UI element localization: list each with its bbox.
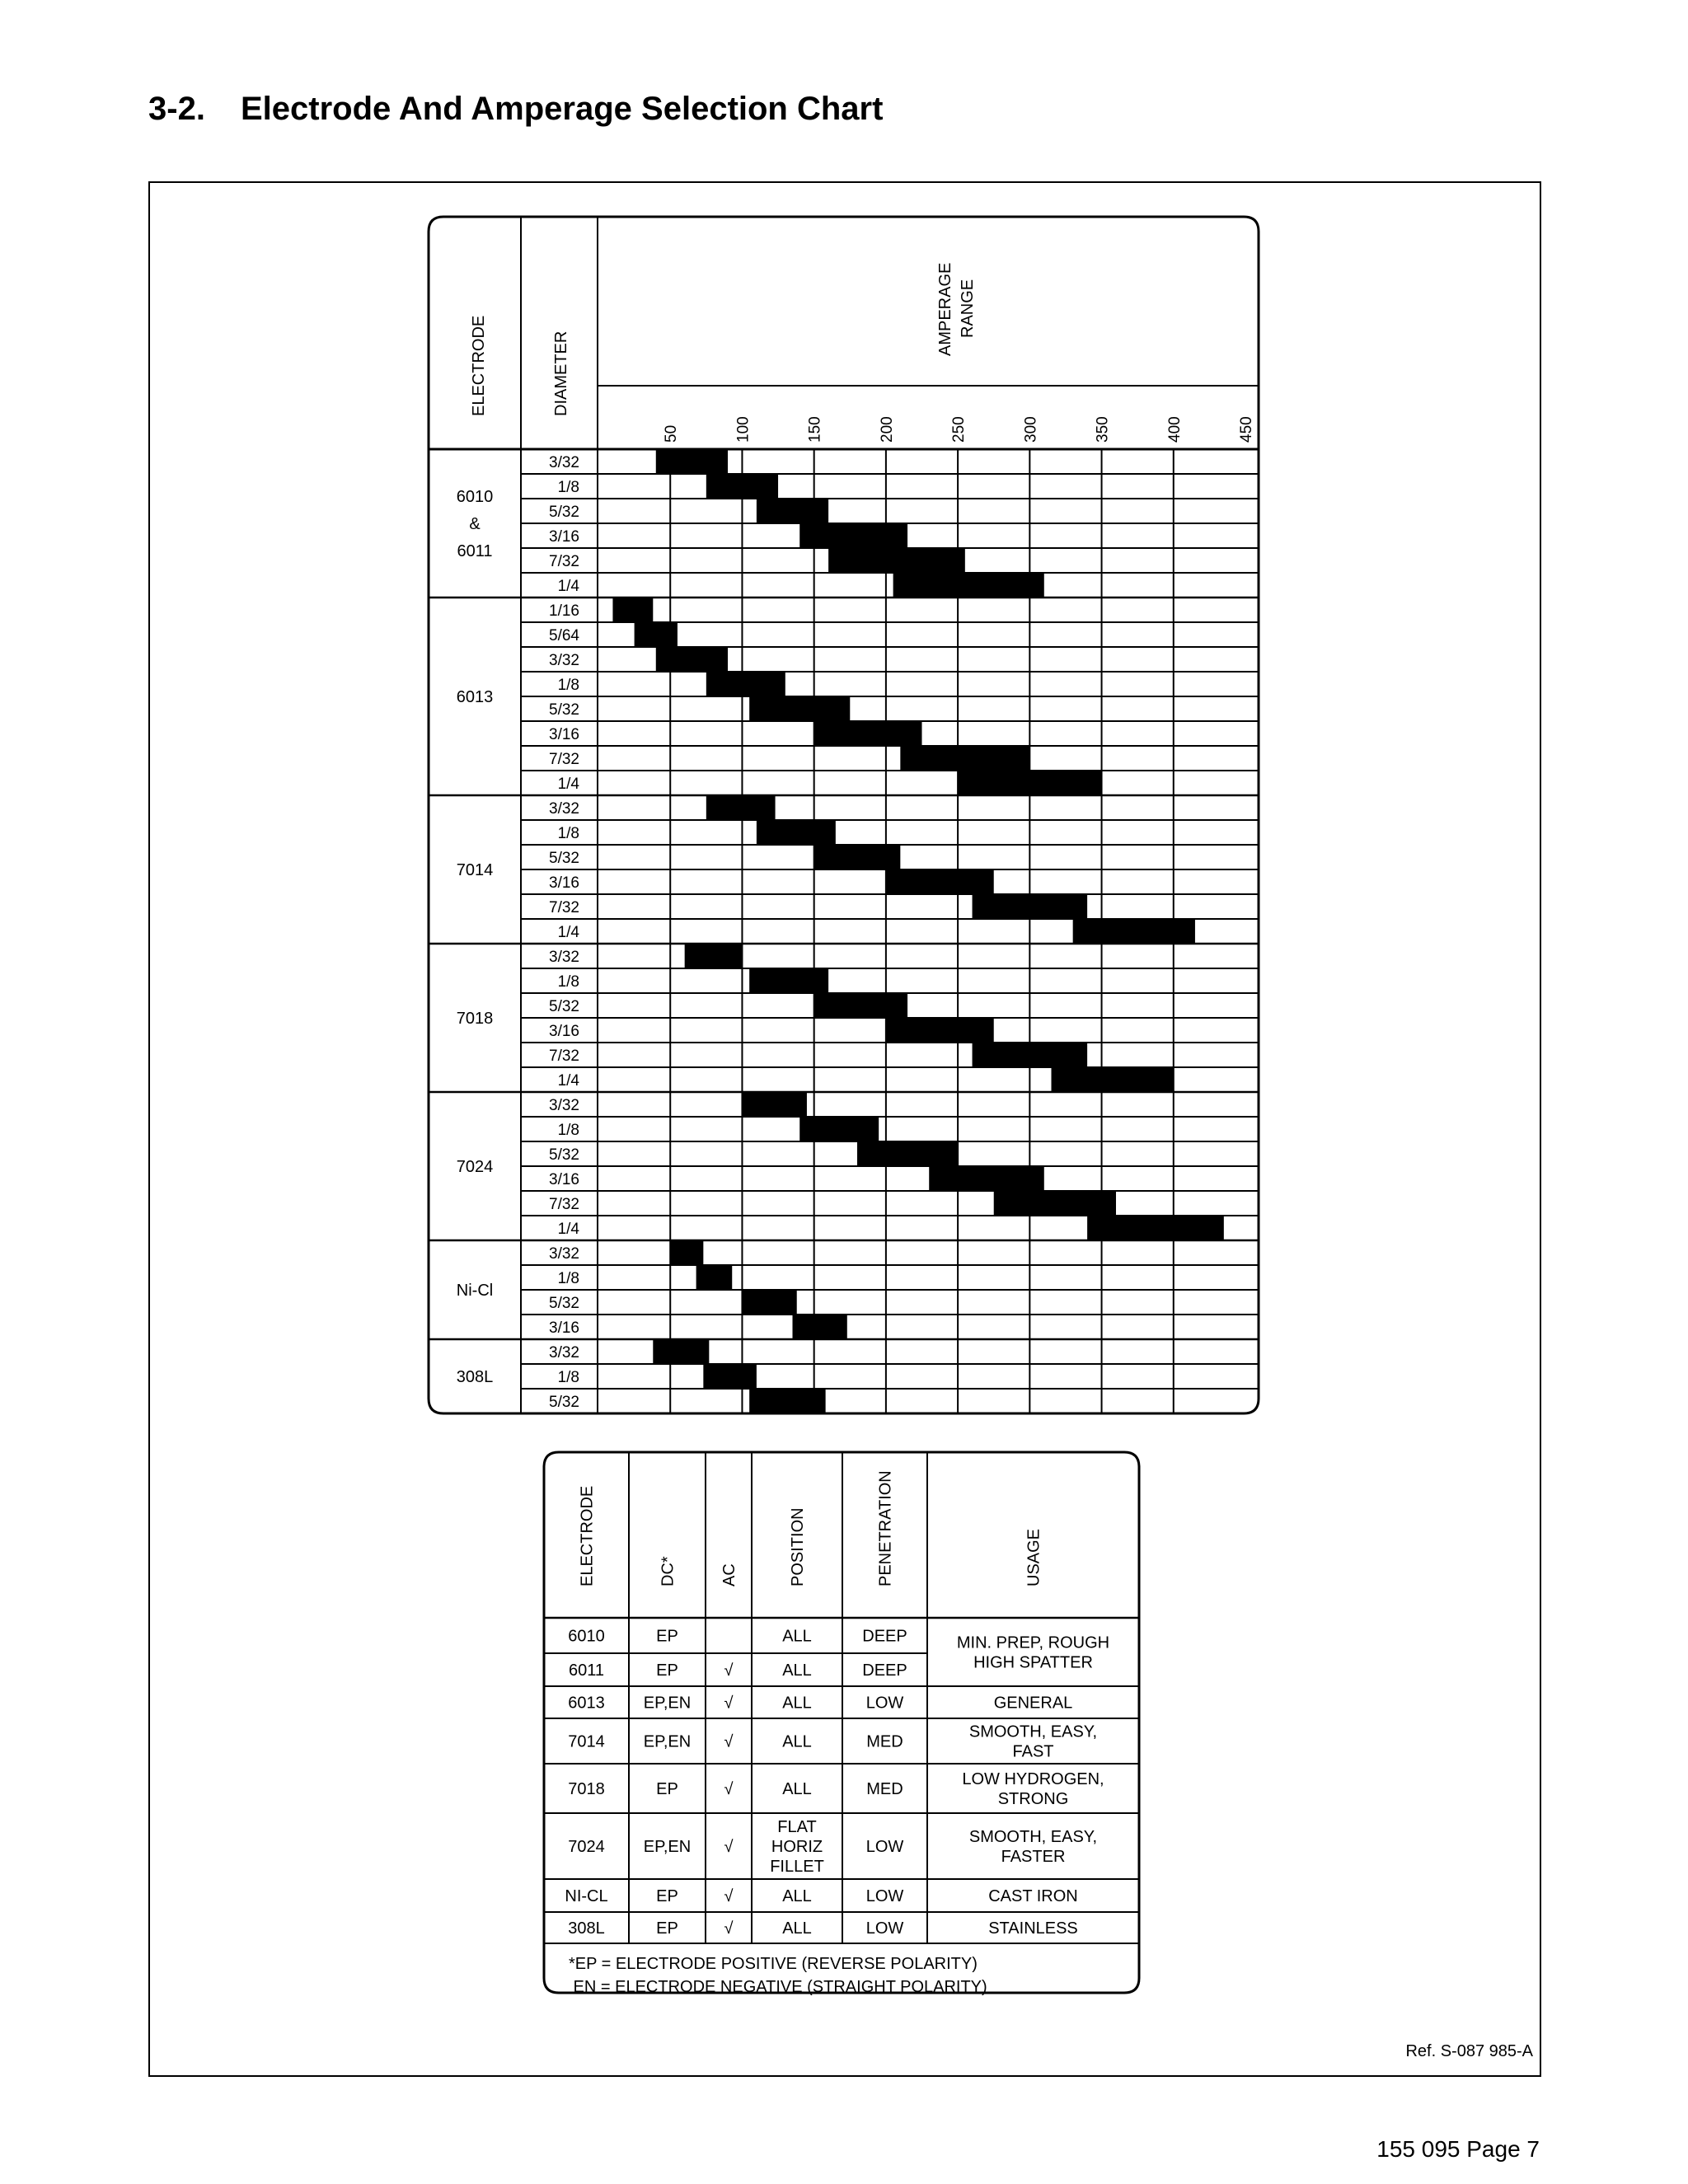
- electrode-cell: 6010: [568, 1627, 605, 1646]
- diameter-label: 7/32: [549, 553, 579, 570]
- diameter-label: 1/4: [557, 924, 579, 941]
- usage-cell: FASTER: [1001, 1848, 1066, 1866]
- electrode-cell: 6013: [568, 1694, 605, 1713]
- diameter-label: 3/32: [549, 1344, 579, 1361]
- penetration-cell: MED: [866, 1780, 903, 1798]
- electrode-cell: 6011: [568, 1661, 605, 1680]
- usage-cell: FAST: [1012, 1742, 1054, 1761]
- electrode-cell: 308L: [568, 1919, 605, 1938]
- diameter-label: 1/8: [557, 1122, 579, 1139]
- ac-checkmark: √: [724, 1919, 734, 1938]
- diameter-label: 3/16: [549, 1171, 579, 1188]
- diameter-label: 3/32: [549, 800, 579, 818]
- table-footnote: EN = ELECTRODE NEGATIVE (STRAIGHT POLARITY): [569, 1978, 987, 1996]
- x-tick-label: 100: [734, 416, 753, 443]
- ac-checkmark: √: [724, 1694, 734, 1713]
- position-cell: ALL: [782, 1661, 812, 1680]
- diameter-label: 3/16: [549, 1023, 579, 1040]
- electrode-cell: 7018: [568, 1780, 605, 1798]
- diameter-label: 3/32: [549, 454, 579, 471]
- electrode-label: 6013: [456, 688, 494, 706]
- table-header-cell: PENETRATION: [876, 1470, 895, 1586]
- electrode-label: Ni-Cl: [456, 1282, 494, 1300]
- x-tick-label: 300: [1022, 416, 1040, 443]
- table-header-cell: ELECTRODE: [578, 1485, 597, 1586]
- amperage-header-line2: RANGE: [959, 279, 977, 338]
- electrode-label: &: [469, 515, 481, 533]
- diameter-label: 5/32: [549, 1295, 579, 1312]
- diameter-label: 3/16: [549, 528, 579, 546]
- diameter-label: 5/32: [549, 1394, 579, 1411]
- electrode-label: 7018: [456, 1010, 494, 1028]
- electrode-label: 6010: [456, 488, 494, 506]
- dc-cell: EP,EN: [643, 1694, 692, 1713]
- section-number: 3-2.: [148, 91, 205, 127]
- diameter-label: 1/4: [557, 578, 579, 595]
- penetration-cell: DEEP: [862, 1661, 907, 1680]
- electrode-cell: 7014: [568, 1732, 605, 1751]
- diameter-label: 1/4: [557, 776, 579, 793]
- diameter-label: 3/32: [549, 949, 579, 966]
- diameter-label: 3/32: [549, 1245, 579, 1263]
- diameter-label: 3/32: [549, 652, 579, 669]
- ac-checkmark: √: [724, 1661, 734, 1680]
- dc-cell: EP: [656, 1919, 678, 1938]
- diameter-label: 1/8: [557, 677, 579, 694]
- ac-checkmark: √: [724, 1838, 734, 1856]
- penetration-cell: LOW: [865, 1887, 904, 1905]
- dc-cell: EP,EN: [643, 1838, 692, 1856]
- amperage-header-line1: AMPERAGE: [936, 262, 954, 356]
- usage-cell: LOW HYDROGEN,: [962, 1770, 1104, 1788]
- x-tick-label: 350: [1094, 416, 1112, 443]
- x-tick-label: 150: [806, 416, 824, 443]
- dc-cell: EP: [656, 1661, 678, 1680]
- x-tick-label: 450: [1238, 416, 1255, 443]
- diameter-label: 1/8: [557, 479, 579, 496]
- table-header-cell: POSITION: [789, 1507, 807, 1586]
- x-tick-label: 200: [878, 416, 896, 443]
- electrode-label: 7024: [456, 1158, 494, 1176]
- usage-cell-merged: MIN. PREP, ROUGH: [956, 1633, 1110, 1652]
- diameter-label: 1/8: [557, 1369, 579, 1386]
- position-cell: ALL: [782, 1919, 812, 1938]
- page-number: 155 095 Page 7: [1376, 2136, 1540, 2162]
- electrode-header: ELECTRODE: [470, 315, 488, 416]
- position-cell: ALL: [782, 1732, 812, 1751]
- usage-cell: STAINLESS: [988, 1919, 1078, 1938]
- table-footnote: *EP = ELECTRODE POSITIVE (REVERSE POLARITY): [569, 1955, 978, 1973]
- penetration-cell: MED: [866, 1732, 903, 1751]
- electrode-cell: NI-CL: [565, 1887, 608, 1905]
- electrode-label: 6011: [457, 542, 493, 560]
- diameter-label: 3/16: [549, 726, 579, 743]
- diameter-label: 7/32: [549, 1047, 579, 1065]
- diameter-label: 1/4: [557, 1072, 579, 1090]
- diameter-header: DIAMETER: [552, 330, 570, 416]
- diameter-label: 1/16: [549, 602, 579, 620]
- penetration-cell: LOW: [865, 1694, 904, 1713]
- diameter-label: 5/32: [549, 701, 579, 719]
- section-title-text: Electrode And Amperage Selection Chart: [241, 91, 884, 127]
- diameter-label: 1/8: [557, 1270, 579, 1287]
- x-tick-label: 400: [1165, 416, 1184, 443]
- ac-checkmark: √: [724, 1732, 734, 1751]
- x-tick-label: 250: [950, 416, 968, 443]
- diameter-label: 3/16: [549, 874, 579, 892]
- penetration-cell: LOW: [865, 1919, 904, 1938]
- diameter-label: 5/32: [549, 850, 579, 867]
- electrode-label: 7014: [456, 861, 494, 879]
- diameter-label: 7/32: [549, 899, 579, 916]
- position-cell: ALL: [782, 1627, 812, 1646]
- diameter-label: 5/64: [549, 627, 579, 644]
- usage-cell: GENERAL: [993, 1694, 1073, 1713]
- diameter-label: 7/32: [549, 751, 579, 768]
- position-cell: ALL: [782, 1694, 812, 1713]
- usage-cell: SMOOTH, EASY,: [968, 1722, 1098, 1741]
- electrode-cell: 7024: [568, 1838, 605, 1856]
- diameter-label: 3/16: [549, 1319, 579, 1337]
- usage-cell-merged: HIGH SPATTER: [973, 1653, 1093, 1672]
- table-header-cell: USAGE: [1025, 1528, 1043, 1586]
- diameter-label: 1/8: [557, 973, 579, 991]
- position-cell: ALL: [782, 1887, 812, 1905]
- table-header-cell: AC: [720, 1563, 738, 1586]
- usage-cell: STRONG: [997, 1790, 1069, 1808]
- diameter-label: 1/4: [557, 1221, 579, 1238]
- x-tick-label: 50: [663, 424, 681, 443]
- position-cell: FILLET: [770, 1858, 824, 1876]
- usage-cell: SMOOTH, EASY,: [968, 1828, 1098, 1846]
- penetration-cell: LOW: [865, 1838, 904, 1856]
- position-cell: FLAT: [777, 1818, 817, 1836]
- diameter-label: 5/32: [549, 998, 579, 1015]
- penetration-cell: DEEP: [862, 1627, 907, 1646]
- diameter-label: 1/8: [557, 825, 579, 842]
- electrode-label: 308L: [456, 1368, 494, 1386]
- diameter-label: 3/32: [549, 1097, 579, 1114]
- usage-cell: CAST IRON: [988, 1887, 1078, 1905]
- diameter-label: 7/32: [549, 1196, 579, 1213]
- table-header-cell: DC*: [659, 1556, 678, 1586]
- dc-cell: EP: [656, 1627, 678, 1646]
- dc-cell: EP: [656, 1887, 678, 1905]
- dc-cell: EP: [656, 1780, 678, 1798]
- dc-cell: EP,EN: [643, 1732, 692, 1751]
- ac-checkmark: √: [724, 1887, 734, 1905]
- position-cell: HORIZ: [771, 1838, 823, 1856]
- diameter-label: 5/32: [549, 504, 579, 521]
- position-cell: ALL: [782, 1780, 812, 1798]
- ac-checkmark: √: [724, 1780, 734, 1798]
- diameter-label: 5/32: [549, 1146, 579, 1164]
- reference-code: Ref. S-087 985-A: [1405, 2042, 1533, 2060]
